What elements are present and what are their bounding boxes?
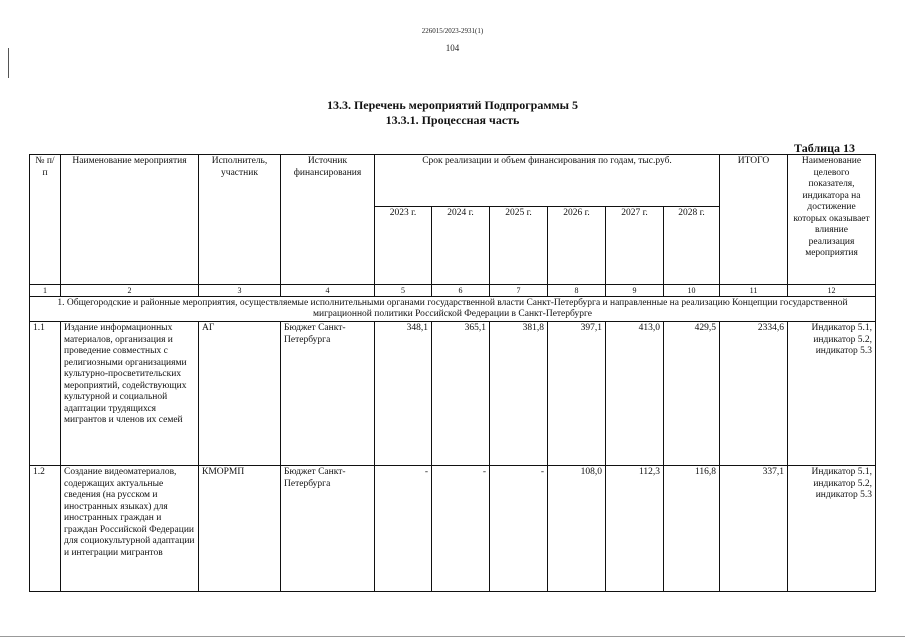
- value-2026: 108,0: [548, 466, 606, 592]
- funding-source: Бюджет Санкт-Петербурга: [281, 322, 375, 466]
- header-total: ИТОГО: [720, 155, 788, 285]
- total-value: 2334,6: [720, 322, 788, 466]
- header-year-2024: 2024 г.: [432, 207, 490, 285]
- header-year-2023: 2023 г.: [375, 207, 432, 285]
- header-year-2026: 2026 г.: [548, 207, 606, 285]
- measure-name: Создание видеоматериалов, содержащих актуальные сведения (на русском и иностранных языках) для иностранных граждан и граждан Российской Федерации для социокультурной адаптации и интеграции мигрантов: [61, 466, 199, 592]
- column-number: 12: [788, 285, 876, 297]
- total-value: 337,1: [720, 466, 788, 592]
- column-number-row: [30, 285, 876, 297]
- header-executor: Исполнитель, участник: [199, 155, 281, 285]
- indicator-list: Индикатор 5.1, индикатор 5.2, индикатор 5.3: [788, 466, 876, 592]
- value-2023: -: [375, 466, 432, 592]
- header-name: Наименование мероприятия: [61, 155, 199, 285]
- column-number: 7: [490, 285, 548, 297]
- measure-name: Издание информационных материалов, организация и проведение совместных с религиозными организациями культурно-просветительских мероприятий, содействующих культурной и социальной адаптации трудящихся мигрантов и членов их семей: [61, 322, 199, 466]
- header-year-2027: 2027 г.: [606, 207, 664, 285]
- value-2024: -: [432, 466, 490, 592]
- column-number: 5: [375, 285, 432, 297]
- page-bottom-rule: [0, 636, 905, 637]
- value-2027: 112,3: [606, 466, 664, 592]
- value-2024: 365,1: [432, 322, 490, 466]
- section-title: 13.3. Перечень мероприятий Подпрограммы 5: [326, 98, 579, 112]
- table-row: [30, 322, 876, 466]
- registration-number: 226015/2023-2931(1): [421, 27, 484, 35]
- header-period: Срок реализации и объем финансирования по годам, тыс.руб.: [375, 155, 720, 207]
- executor: КМОРМП: [199, 466, 281, 592]
- measures-table: [29, 154, 876, 592]
- header-num: № п/п: [30, 155, 61, 285]
- value-2025: 381,8: [490, 322, 548, 466]
- header-row-1: [30, 155, 876, 207]
- table-row: [30, 466, 876, 592]
- column-number: 10: [664, 285, 720, 297]
- column-number: 6: [432, 285, 490, 297]
- column-number: 3: [199, 285, 281, 297]
- indicator-list: Индикатор 5.1, индикатор 5.2, индикатор 5.3: [788, 322, 876, 466]
- executor: АГ: [199, 322, 281, 466]
- table-label: Таблица 13: [794, 141, 855, 155]
- value-2023: 348,1: [375, 322, 432, 466]
- header-year-2028: 2028 г.: [664, 207, 720, 285]
- row-number: 1.2: [30, 466, 61, 592]
- header-indicator: Наименование целевого показателя, индикатора на достижение которых оказывает влияние реализация мероприятия: [788, 155, 876, 285]
- value-2028: 116,8: [664, 466, 720, 592]
- column-number: 4: [281, 285, 375, 297]
- value-2028: 429,5: [664, 322, 720, 466]
- row-number: 1.1: [30, 322, 61, 466]
- column-number: 9: [606, 285, 664, 297]
- page-number: 104: [445, 43, 460, 53]
- column-number: 1: [30, 285, 61, 297]
- value-2026: 397,1: [548, 322, 606, 466]
- section-row: [30, 297, 876, 322]
- column-number: 11: [720, 285, 788, 297]
- subsection-title: 13.3.1. Процессная часть: [385, 113, 520, 127]
- header-source: Источник финансирования: [281, 155, 375, 285]
- section-heading: 1. Общегородские и районные мероприятия, осуществляемые исполнительными органами государственной власти Санкт-Петербурга и направленные на реализацию Концепции государственной миграционной политики Российской Федерации в Санкт-Петербурге: [30, 297, 876, 322]
- value-2025: -: [490, 466, 548, 592]
- funding-source: Бюджет Санкт-Петербурга: [281, 466, 375, 592]
- column-number: 8: [548, 285, 606, 297]
- value-2027: 413,0: [606, 322, 664, 466]
- header-year-2025: 2025 г.: [490, 207, 548, 285]
- column-number: 2: [61, 285, 199, 297]
